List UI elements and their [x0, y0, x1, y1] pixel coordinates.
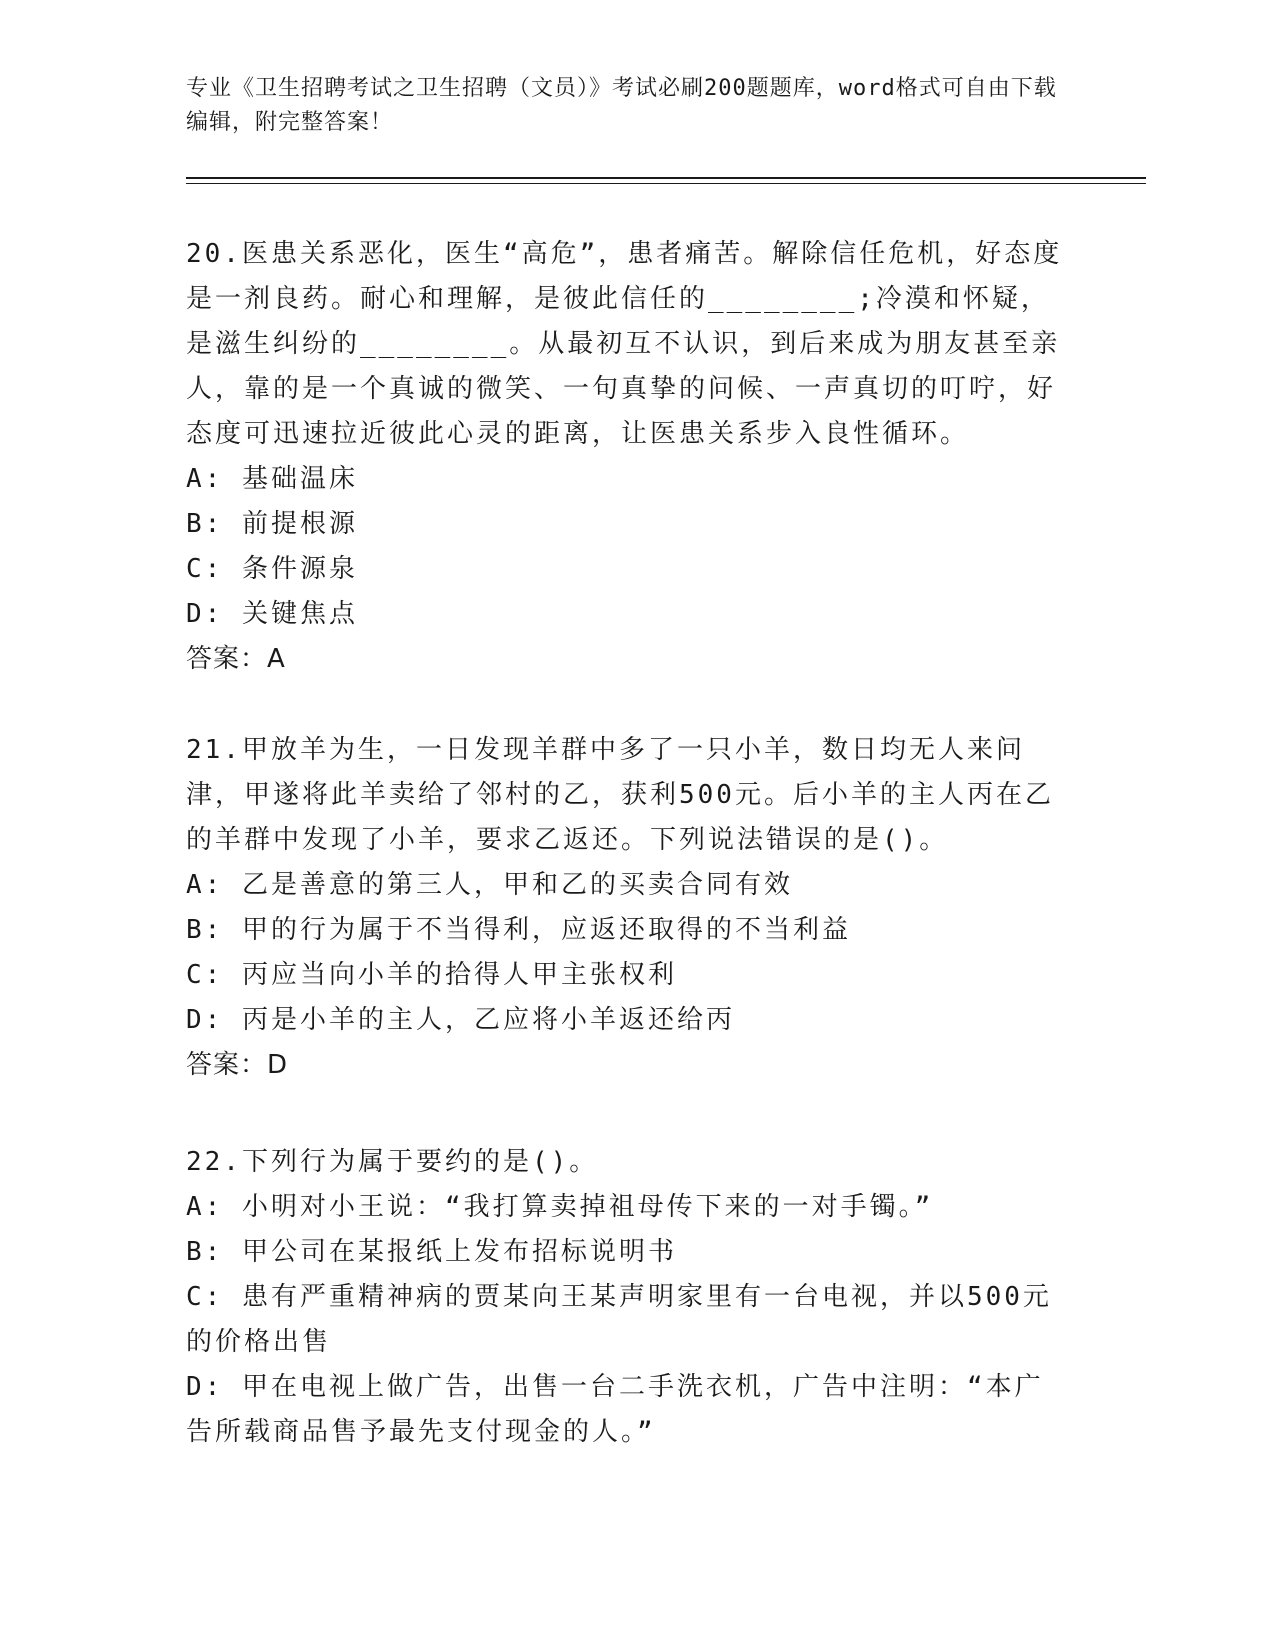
header-divider: [186, 177, 1146, 179]
answer: 答案：A: [186, 644, 286, 674]
document-header: 专业《卫生招聘考试之卫生招聘（文员）》考试必刷200题题库，word格式可自由下载编辑，附完整答案！: [186, 76, 1057, 135]
option-b: B: 甲公司在某报纸上发布招标说明书: [186, 1237, 677, 1267]
question-22: [186, 1140, 1066, 1455]
option-d: D: 丙是小羊的主人，乙应将小羊返还给丙: [186, 1005, 735, 1035]
question-stem: 22.下列行为属于要约的是()。: [186, 1147, 599, 1177]
option-a: A: 基础温床: [186, 464, 358, 494]
option-a: A: 小明对小王说：“我打算卖掉祖母传下来的一对手镯。”: [186, 1192, 934, 1222]
option-b: B: 甲的行为属于不当得利，应返还取得的不当利益: [186, 915, 851, 945]
option-c: C: 条件源泉: [186, 554, 358, 584]
option-c: C: 丙应当向小羊的拾得人甲主张权利: [186, 960, 677, 990]
option-c: C: 患有严重精神病的贾某向王某声明家里有一台电视，并以500元的价格出售: [186, 1282, 1052, 1357]
option-a: A: 乙是善意的第三人，甲和乙的买卖合同有效: [186, 870, 793, 900]
answer: 答案：D: [186, 1050, 289, 1080]
option-b: B: 前提根源: [186, 509, 358, 539]
option-d: D: 甲在电视上做广告，出售一台二手洗衣机，广告中注明：“本广告所载商品售予最先支付现金的人。”: [186, 1372, 1044, 1447]
question-21: [186, 728, 1066, 1088]
question-stem: 21.甲放羊为生，一日发现羊群中多了一只小羊，数日均无人来问津，甲遂将此羊卖给了邻村的乙，获利500元。后小羊的主人丙在乙的羊群中发现了小羊，要求乙返还。下列说法错误的是()。: [186, 735, 1054, 855]
question-stem: 20.医患关系恶化，医生“高危”，患者痛苦。解除信任危机，好态度是一剂良药。耐心和理解，是彼此信任的________;冷漠和怀疑，是滋生纠纷的________。从最初互不认识，到后来成为朋友甚至亲人，靠的是一个真诚的微笑、一句真挚的问候、一声真切的叮咛，好态度可迅速拉近彼此心灵的距离，让医患关系步入良性循环。: [186, 239, 1063, 449]
question-20: [186, 232, 1066, 682]
header-divider-thin: [186, 183, 1146, 184]
option-d: D: 关键焦点: [186, 599, 358, 629]
